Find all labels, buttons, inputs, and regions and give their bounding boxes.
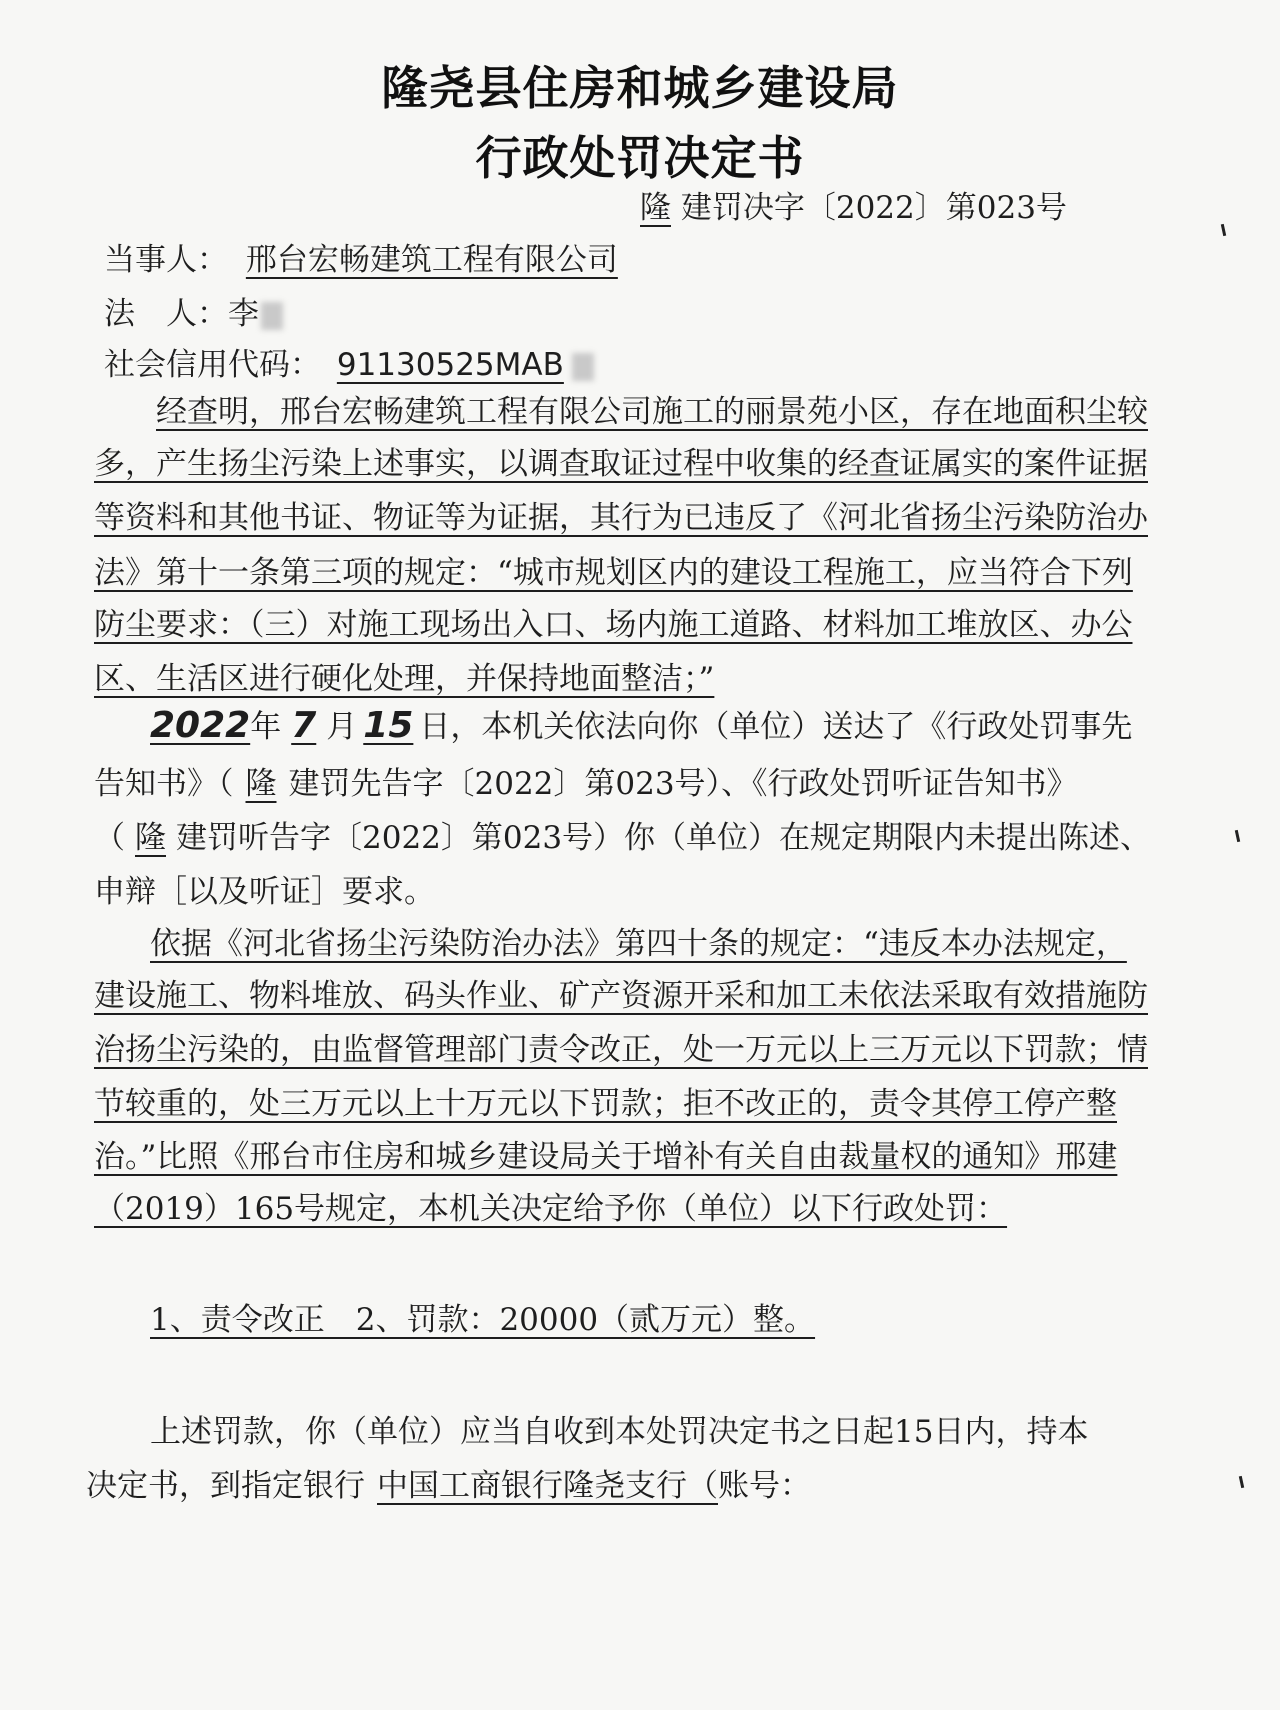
notice-text: 建罚先告字〔2022〕第023号）、《行政处罚听证告知书》 xyxy=(288,766,1078,802)
margin-mark xyxy=(1235,830,1240,842)
facts-line: 多，产生扬尘污染上述事实，以调查取证过程中收集的经查证属实的案件证据 xyxy=(94,446,1148,482)
notice-prefix: 隆 xyxy=(135,820,166,856)
facts-line: 等资料和其他书证、物证等为证据，其行为已违反了《河北省扬尘污染防治办 xyxy=(94,500,1148,536)
margin-mark xyxy=(1239,1476,1244,1488)
handwritten-year: 2022 xyxy=(150,705,251,746)
facts-line: 法》第十一条第三项的规定：“城市规划区内的建设工程施工，应当符合下列 xyxy=(94,555,1133,591)
notice-line-text: 日，本机关依法向你（单位）送达了《行政处罚事先 xyxy=(419,709,1133,745)
month-char: 月 xyxy=(326,709,358,745)
basis-line: 节较重的，处三万元以上十万元以下罚款；拒不改正的，责令其停工停产整 xyxy=(94,1086,1117,1122)
notice-line: 申辩［以及听证］要求。 xyxy=(94,874,435,910)
credit-code-label: 社会信用代码： xyxy=(104,347,321,383)
redaction-blur xyxy=(572,353,594,381)
notice-text: 告知书》（ xyxy=(94,766,234,802)
handwritten-month: 7 xyxy=(291,705,317,746)
bank-name: 中国工商银行隆尧支行（ xyxy=(377,1468,718,1504)
party-value: 邢台宏畅建筑工程有限公司 xyxy=(245,242,618,278)
credit-code-value: 91130525MAB xyxy=(336,347,564,383)
notice-text: （ xyxy=(94,820,125,856)
payment-line: 上述罚款，你（单位）应当自收到本处罚决定书之日起15日内，持本 xyxy=(150,1414,1089,1450)
penalty-line: 1、责令改正 2、罚款：20000（贰万元）整。 xyxy=(150,1302,816,1338)
notice-prefix: 隆 xyxy=(245,766,277,802)
party-row xyxy=(104,240,632,280)
year-char: 年 xyxy=(250,709,282,745)
party-label: 当事人： xyxy=(104,242,228,278)
facts-line: 区、生活区进行硬化处理，并保持地面整洁；” xyxy=(94,661,715,697)
basis-line: 建设施工、物料堆放、码头作业、矿产资源开采和加工未依法采取有效措施防 xyxy=(94,978,1148,1014)
basis-line: 治。”比照《邢台市住房和城乡建设局关于增补有关自由裁量权的通知》邢建 xyxy=(94,1139,1118,1175)
redaction-blur xyxy=(261,302,283,330)
payment-text: 账号： xyxy=(718,1468,811,1504)
basis-line: 治扬尘污染的，由监督管理部门责令改正，处一万元以上三万元以下罚款；情 xyxy=(94,1032,1148,1068)
document-number-prefix: 隆 xyxy=(640,190,671,226)
notice-line xyxy=(94,818,1151,858)
legal-person-value: 李 xyxy=(228,296,259,332)
legal-person-row xyxy=(104,294,283,334)
basis-line: 依据《河北省扬尘污染防治办法》第四十条的规定：“违反本办法规定， xyxy=(150,926,1127,962)
legal-person-label: 法 人： xyxy=(104,296,228,332)
handwritten-day: 15 xyxy=(363,705,414,746)
payment-text: 决定书，到指定银行 xyxy=(86,1468,365,1504)
payment-line xyxy=(86,1466,811,1506)
facts-line: 防尘要求：（三）对施工现场出入口、场内施工道路、材料加工堆放区、办公 xyxy=(94,607,1133,643)
notice-text: 建罚听告字〔2022〕第023号）你（单位）在规定期限内未提出陈述、 xyxy=(176,820,1152,856)
document-subtitle: 行政处罚决定书 xyxy=(475,131,805,185)
margin-mark xyxy=(1221,224,1226,236)
document-number-text: 建罚决字〔2022〕第023号 xyxy=(680,190,1067,226)
basis-line: （2019）165号规定，本机关决定给予你（单位）以下行政处罚： xyxy=(94,1191,1008,1227)
credit-code-row xyxy=(104,345,594,385)
document-title: 隆尧县住房和城乡建设局 xyxy=(381,61,899,115)
facts-line: 经查明，邢台宏畅建筑工程有限公司施工的丽景苑小区，存在地面积尘较 xyxy=(156,394,1148,430)
notice-line xyxy=(94,764,1078,804)
document-number xyxy=(640,188,1067,228)
notice-line xyxy=(150,706,1132,747)
